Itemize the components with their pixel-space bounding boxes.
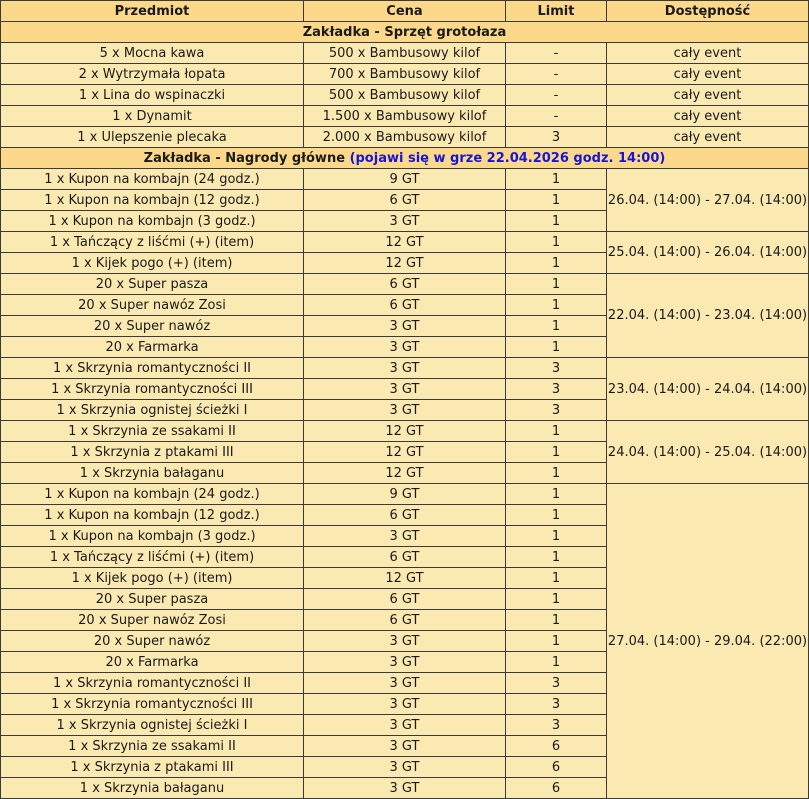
price-cell: 3 GT	[304, 526, 506, 547]
price-cell: 12 GT	[304, 421, 506, 442]
price-cell: 3 GT	[304, 211, 506, 232]
price-cell: 700 x Bambusowy kilof	[304, 64, 506, 85]
limit-cell: 1	[506, 274, 607, 295]
limit-cell: 6	[506, 757, 607, 778]
item-cell: 1 x Skrzynia z ptakami III	[1, 442, 304, 463]
limit-cell: 1	[506, 190, 607, 211]
item-cell: 1 x Skrzynia romantyczności III	[1, 694, 304, 715]
price-cell: 3 GT	[304, 652, 506, 673]
item-cell: 1 x Kupon na kombajn (12 godz.)	[1, 190, 304, 211]
table-row	[1, 421, 809, 442]
item-cell: 1 x Kupon na kombajn (24 godz.)	[1, 169, 304, 190]
section-title-cell	[1, 148, 809, 169]
price-cell: 3 GT	[304, 673, 506, 694]
item-cell: 1 x Kupon na kombajn (12 godz.)	[1, 505, 304, 526]
item-cell: 1 x Skrzynia ze ssakami II	[1, 421, 304, 442]
item-cell: 1 x Skrzynia romantyczności III	[1, 379, 304, 400]
header-price: Cena	[304, 1, 506, 22]
table-row	[1, 64, 809, 85]
table-row	[1, 274, 809, 295]
item-cell: 20 x Super nawóz Zosi	[1, 295, 304, 316]
item-cell: 2 x Wytrzymała łopata	[1, 64, 304, 85]
availability-cell: 27.04. (14:00) - 29.04. (22:00)	[607, 484, 809, 799]
item-cell: 1 x Kupon na kombajn (3 godz.)	[1, 211, 304, 232]
price-cell: 12 GT	[304, 568, 506, 589]
item-cell: 20 x Super pasza	[1, 274, 304, 295]
limit-cell: 3	[506, 358, 607, 379]
limit-cell: 1	[506, 337, 607, 358]
price-cell: 500 x Bambusowy kilof	[304, 85, 506, 106]
price-cell: 6 GT	[304, 190, 506, 211]
price-cell: 3 GT	[304, 337, 506, 358]
limit-cell: 3	[506, 379, 607, 400]
limit-cell: 1	[506, 442, 607, 463]
availability-cell: cały event	[607, 127, 809, 148]
limit-cell: 1	[506, 505, 607, 526]
price-cell: 3 GT	[304, 358, 506, 379]
item-cell: 1 x Skrzynia romantyczności II	[1, 358, 304, 379]
table-row	[1, 358, 809, 379]
limit-cell: 1	[506, 295, 607, 316]
limit-cell: -	[506, 43, 607, 64]
item-cell: 20 x Farmarka	[1, 652, 304, 673]
item-cell: 1 x Kijek pogo (+) (item)	[1, 568, 304, 589]
section-row	[1, 22, 809, 43]
price-cell: 12 GT	[304, 253, 506, 274]
header-limit: Limit	[506, 1, 607, 22]
availability-cell: 26.04. (14:00) - 27.04. (14:00)	[607, 169, 809, 232]
price-cell: 6 GT	[304, 589, 506, 610]
table-row	[1, 106, 809, 127]
price-cell: 500 x Bambusowy kilof	[304, 43, 506, 64]
item-cell: 1 x Kupon na kombajn (24 godz.)	[1, 484, 304, 505]
item-cell: 20 x Super nawóz Zosi	[1, 610, 304, 631]
limit-cell: 1	[506, 631, 607, 652]
item-cell: 20 x Farmarka	[1, 337, 304, 358]
item-cell: 20 x Super pasza	[1, 589, 304, 610]
price-cell: 12 GT	[304, 442, 506, 463]
limit-cell: 3	[506, 694, 607, 715]
limit-cell: -	[506, 85, 607, 106]
limit-cell: 1	[506, 547, 607, 568]
limit-cell: -	[506, 106, 607, 127]
item-cell: 1 x Tańczący z liśćmi (+) (item)	[1, 232, 304, 253]
item-cell: 5 x Mocna kawa	[1, 43, 304, 64]
availability-cell: cały event	[607, 64, 809, 85]
limit-cell: 1	[506, 652, 607, 673]
price-cell: 6 GT	[304, 505, 506, 526]
availability-cell: 23.04. (14:00) - 24.04. (14:00)	[607, 358, 809, 421]
price-cell: 9 GT	[304, 484, 506, 505]
price-cell: 6 GT	[304, 295, 506, 316]
limit-cell: 3	[506, 715, 607, 736]
limit-cell: 3	[506, 673, 607, 694]
header-item: Przedmiot	[1, 1, 304, 22]
limit-cell: 1	[506, 169, 607, 190]
item-cell: 1 x Skrzynia ze ssakami II	[1, 736, 304, 757]
section-row	[1, 148, 809, 169]
price-cell: 6 GT	[304, 274, 506, 295]
item-cell: 1 x Skrzynia romantyczności II	[1, 673, 304, 694]
price-cell: 3 GT	[304, 631, 506, 652]
limit-cell: 1	[506, 589, 607, 610]
availability-cell: cały event	[607, 85, 809, 106]
price-cell: 2.000 x Bambusowy kilof	[304, 127, 506, 148]
availability-cell: 25.04. (14:00) - 26.04. (14:00)	[607, 232, 809, 274]
table-row	[1, 232, 809, 253]
limit-cell: 3	[506, 400, 607, 421]
item-cell: 1 x Kijek pogo (+) (item)	[1, 253, 304, 274]
price-cell: 9 GT	[304, 169, 506, 190]
price-cell: 1.500 x Bambusowy kilof	[304, 106, 506, 127]
availability-cell: 22.04. (14:00) - 23.04. (14:00)	[607, 274, 809, 358]
section-note: (pojawi się w grze 22.04.2026 godz. 14:00)	[349, 150, 666, 166]
limit-cell: 1	[506, 253, 607, 274]
item-cell: 20 x Super nawóz	[1, 631, 304, 652]
item-cell: 1 x Tańczący z liśćmi (+) (item)	[1, 547, 304, 568]
price-cell: 3 GT	[304, 778, 506, 799]
item-cell: 20 x Super nawóz	[1, 316, 304, 337]
section-title: Zakładka - Sprzęt grotołaza	[1, 22, 809, 43]
availability-cell: 24.04. (14:00) - 25.04. (14:00)	[607, 421, 809, 484]
table-row	[1, 43, 809, 64]
item-cell: 1 x Skrzynia ognistej ścieżki I	[1, 400, 304, 421]
price-cell: 12 GT	[304, 232, 506, 253]
limit-cell: 1	[506, 316, 607, 337]
limit-cell: 1	[506, 421, 607, 442]
limit-cell: 1	[506, 211, 607, 232]
limit-cell: 1	[506, 568, 607, 589]
availability-cell: cały event	[607, 43, 809, 64]
limit-cell: 6	[506, 778, 607, 799]
limit-cell: 6	[506, 736, 607, 757]
price-cell: 3 GT	[304, 736, 506, 757]
item-cell: 1 x Skrzynia bałaganu	[1, 463, 304, 484]
item-cell: 1 x Skrzynia z ptakami III	[1, 757, 304, 778]
section-title: Zakładka - Nagrody główne	[143, 150, 346, 166]
limit-cell: 3	[506, 127, 607, 148]
item-cell: 1 x Lina do wspinaczki	[1, 85, 304, 106]
price-cell: 3 GT	[304, 316, 506, 337]
limit-cell: 1	[506, 610, 607, 631]
price-cell: 12 GT	[304, 463, 506, 484]
item-cell: 1 x Kupon na kombajn (3 godz.)	[1, 526, 304, 547]
price-cell: 3 GT	[304, 715, 506, 736]
limit-cell: 1	[506, 526, 607, 547]
limit-cell: 1	[506, 463, 607, 484]
table-row	[1, 484, 809, 505]
price-cell: 6 GT	[304, 547, 506, 568]
price-cell: 6 GT	[304, 610, 506, 631]
price-cell: 3 GT	[304, 400, 506, 421]
table-row	[1, 127, 809, 148]
item-cell: 1 x Skrzynia bałaganu	[1, 778, 304, 799]
header-row	[1, 1, 809, 22]
item-cell: 1 x Skrzynia ognistej ścieżki I	[1, 715, 304, 736]
table-row	[1, 169, 809, 190]
limit-cell: -	[506, 64, 607, 85]
price-cell: 3 GT	[304, 379, 506, 400]
header-availability: Dostępność	[607, 1, 809, 22]
price-cell: 3 GT	[304, 694, 506, 715]
limit-cell: 1	[506, 232, 607, 253]
table-row	[1, 85, 809, 106]
table-body	[1, 22, 809, 799]
price-cell: 3 GT	[304, 757, 506, 778]
limit-cell: 1	[506, 484, 607, 505]
item-cell: 1 x Ulepszenie plecaka	[1, 127, 304, 148]
availability-cell: cały event	[607, 106, 809, 127]
item-cell: 1 x Dynamit	[1, 106, 304, 127]
